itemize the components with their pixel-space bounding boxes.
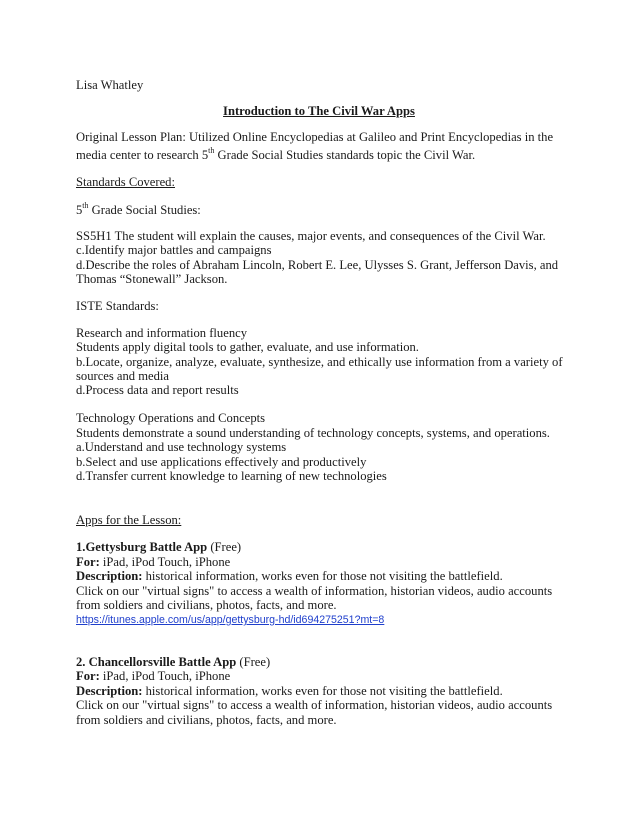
research-line: b.Locate, organize, analyze, evaluate, synthesize, and ethically use information from a variety of	[76, 355, 563, 369]
app2-description: Description: historical information, works even for those not visiting the battlefield.	[76, 684, 503, 698]
app1-description: Description: historical information, works even for those not visiting the battlefield.	[76, 569, 503, 583]
document-title: Introduction to The Civil War Apps	[223, 104, 415, 118]
technology-line: a.Understand and use technology systems	[76, 440, 287, 454]
app2-detail-line: from soldiers and civilians, photos, facts, and more.	[76, 713, 337, 727]
app1-detail-line: Click on our "virtual signs" to access a wealth of information, historian videos, audio accounts	[76, 584, 553, 598]
ss5h1-line: d.Describe the roles of Abraham Lincoln, Robert E. Lee, Ulysses S. Grant, Jefferson Davis, and	[76, 258, 559, 272]
app1-devices: For: iPad, iPod Touch, iPhone	[76, 555, 231, 569]
technology-line: Students demonstrate a sound understanding of technology concepts, systems, and operations.	[76, 426, 550, 440]
iste-heading: ISTE Standards:	[76, 299, 159, 313]
app1-detail-line: from soldiers and civilians, photos, facts, and more.	[76, 598, 337, 612]
research-line: d.Process data and report results	[76, 383, 239, 397]
technology-line: Technology Operations and Concepts	[76, 411, 266, 425]
research-line: Research and information fluency	[76, 326, 247, 340]
research-line: Students apply digital tools to gather, evaluate, and use information.	[76, 340, 419, 354]
app1-itunes-link[interactable]: https://itunes.apple.com/us/app/gettysburg-hd/id694275251?mt=8	[76, 614, 385, 626]
original-plan-line-2: media center to research 5th Grade Social Studies standards topic the Civil War.	[76, 145, 476, 162]
grade-heading: 5th Grade Social Studies:	[76, 200, 201, 217]
technology-line: d.Transfer current knowledge to learning of new technologies	[76, 469, 387, 483]
ss5h1-line: c.Identify major battles and campaigns	[76, 243, 272, 257]
app2-devices: For: iPad, iPod Touch, iPhone	[76, 669, 231, 683]
app2-title: 2. Chancellorsville Battle App (Free)	[76, 655, 271, 669]
apps-heading: Apps for the Lesson:	[76, 513, 182, 527]
ss5h1-line: SS5H1 The student will explain the causes, major events, and consequences of the Civil War.	[76, 229, 546, 243]
original-plan-line-1: Original Lesson Plan: Utilized Online Encyclopedias at Galileo and Print Encyclopedias in the	[76, 130, 554, 144]
ss5h1-line: Thomas “Stonewall” Jackson.	[76, 272, 228, 286]
research-line: sources and media	[76, 369, 170, 383]
standards-heading: Standards Covered:	[76, 175, 175, 189]
technology-line: b.Select and use applications effectively and productively	[76, 455, 367, 469]
app1-title: 1.Gettysburg Battle App (Free)	[76, 540, 242, 554]
author-name: Lisa Whatley	[76, 78, 144, 92]
app2-detail-line: Click on our "virtual signs" to access a wealth of information, historian videos, audio accounts	[76, 698, 553, 712]
